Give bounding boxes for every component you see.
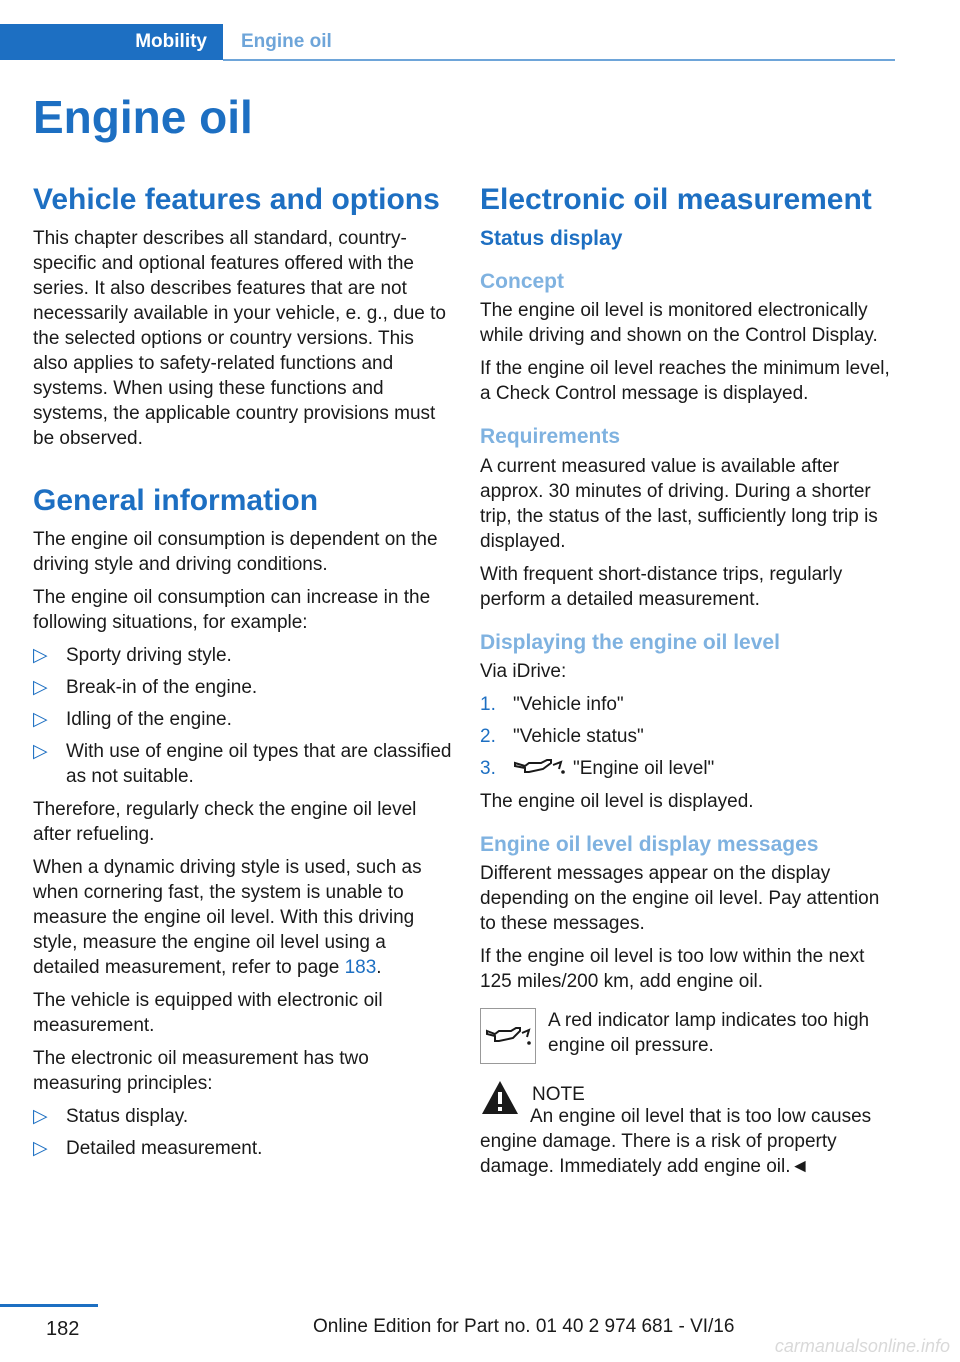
bullet-icon: ▷ xyxy=(33,645,48,666)
list-item: ▷ With use of engine oil types that are classified as not suitable. xyxy=(33,741,452,787)
general-p2: The engine oil consumption can increase in the following situations, for example: xyxy=(33,587,431,633)
list-item: ▷ Idling of the engine. xyxy=(33,709,232,730)
watermark: carmanualsonline.info xyxy=(774,1336,950,1356)
bullet-icon: ▷ xyxy=(33,677,48,698)
displaying-intro: Via iDrive: xyxy=(480,660,567,682)
topic-tab xyxy=(223,24,423,60)
warning-triangle-icon xyxy=(480,1078,520,1118)
note-label: NOTE xyxy=(532,1083,585,1105)
status-display-heading: Status display xyxy=(480,227,623,250)
page-title: Engine oil xyxy=(33,91,253,143)
page-number: 182 xyxy=(46,1318,80,1340)
bullet-icon: ▷ xyxy=(33,709,48,730)
concept-p1: The engine oil level is monitored electronically while driving and shown on the Control Display. xyxy=(480,300,878,347)
messages-p2: If the engine oil level is too low within the next 125 miles/200 km, add engine oil. xyxy=(480,945,865,992)
oil-can-icon xyxy=(513,757,567,777)
list-item: ▷ Detailed measurement. xyxy=(33,1138,263,1159)
concept-p2: If the engine oil level reaches the minimum level, a Check Control message is displayed. xyxy=(480,358,890,405)
note-text: An engine oil level that is too low causes engine damage. There is a risk of property damage. Immediately add engine oil.◄ xyxy=(480,1105,872,1177)
oil-pressure-icon xyxy=(480,1008,536,1064)
section-label: Mobility xyxy=(135,31,207,52)
lamp-text: A red indicator lamp indicates too high engine oil pressure. xyxy=(548,1009,870,1056)
list-item: ▷ Sporty driving style. xyxy=(33,645,232,666)
list-item: 1. "Vehicle info" xyxy=(480,693,624,715)
general-p3: Therefore, regularly check the engine oil level after refueling. xyxy=(33,799,417,845)
messages-heading: Engine oil level display messages xyxy=(480,832,819,856)
topic-label: Engine oil xyxy=(241,31,332,52)
displaying-after: The engine oil level is displayed. xyxy=(480,790,754,812)
bullet-icon: ▷ xyxy=(33,1106,48,1127)
header-tabs xyxy=(0,24,423,60)
section-tab xyxy=(0,24,223,60)
list-item: 3. "Engine oil level" xyxy=(480,757,715,779)
bullet-icon: ▷ xyxy=(33,1138,48,1159)
bullet-icon: ▷ xyxy=(33,741,48,762)
idrive-steps xyxy=(480,692,892,781)
requirements-heading: Requirements xyxy=(480,425,621,449)
general-p1: The engine oil consumption is dependent on the driving style and driving conditions. xyxy=(33,529,438,575)
general-info-heading: General information xyxy=(33,484,319,517)
displaying-heading: Displaying the engine oil level xyxy=(480,630,780,654)
concept-heading: Concept xyxy=(480,270,564,294)
page-rule xyxy=(0,1304,98,1307)
list-item: ▷ Break-in of the engine. xyxy=(33,677,258,698)
general-p5: The vehicle is equipped with electronic oil measurement. xyxy=(33,990,383,1036)
electronic-oil-heading: Electronic oil measurement xyxy=(480,183,872,216)
general-p6: The electronic oil measurement has two measuring principles: xyxy=(33,1048,369,1094)
vehicle-features-heading: Vehicle features and options xyxy=(33,183,440,216)
page-reference-link[interactable]: 183 xyxy=(344,957,377,978)
edition-line: Online Edition for Part no. 01 40 2 974 681 - VI/16 xyxy=(313,1316,735,1337)
messages-p1: Different messages appear on the display depending on the engine oil level. Pay attention to these messages. xyxy=(480,862,880,934)
list-item: 2. "Vehicle status" xyxy=(480,725,644,747)
vehicle-features-body: This chapter describes all standard, country-specific and optional features offered with the series. It also describes features that are not necessarily available in your vehicle, e. g., due to the selected options or country versions. This also applies to safety-related functions and systems. When using these functions and systems, the applicable country provisions must be observed. xyxy=(33,228,446,449)
header-rule xyxy=(223,59,895,61)
requirements-p2: With frequent short-distance trips, regularly perform a detailed measurement. xyxy=(480,563,843,610)
right-column xyxy=(480,182,892,1187)
principles-list xyxy=(33,1104,453,1161)
list-item: ▷ Status display. xyxy=(33,1106,189,1127)
requirements-p1: A current measured value is available after approx. 30 minutes of driving. During a shorter trip, the status of the last, sufficiently long trip is displayed. xyxy=(480,455,878,552)
left-column xyxy=(33,182,453,1169)
situations-list xyxy=(33,643,453,789)
general-p4: When a dynamic driving style is used, such as when cornering fast, the system is unable to measure the engine oil level. With this driving style, measure the engine oil level using a detailed measurement, refer to page 183. xyxy=(33,857,422,978)
indicator-lamp-row xyxy=(480,1008,892,1064)
